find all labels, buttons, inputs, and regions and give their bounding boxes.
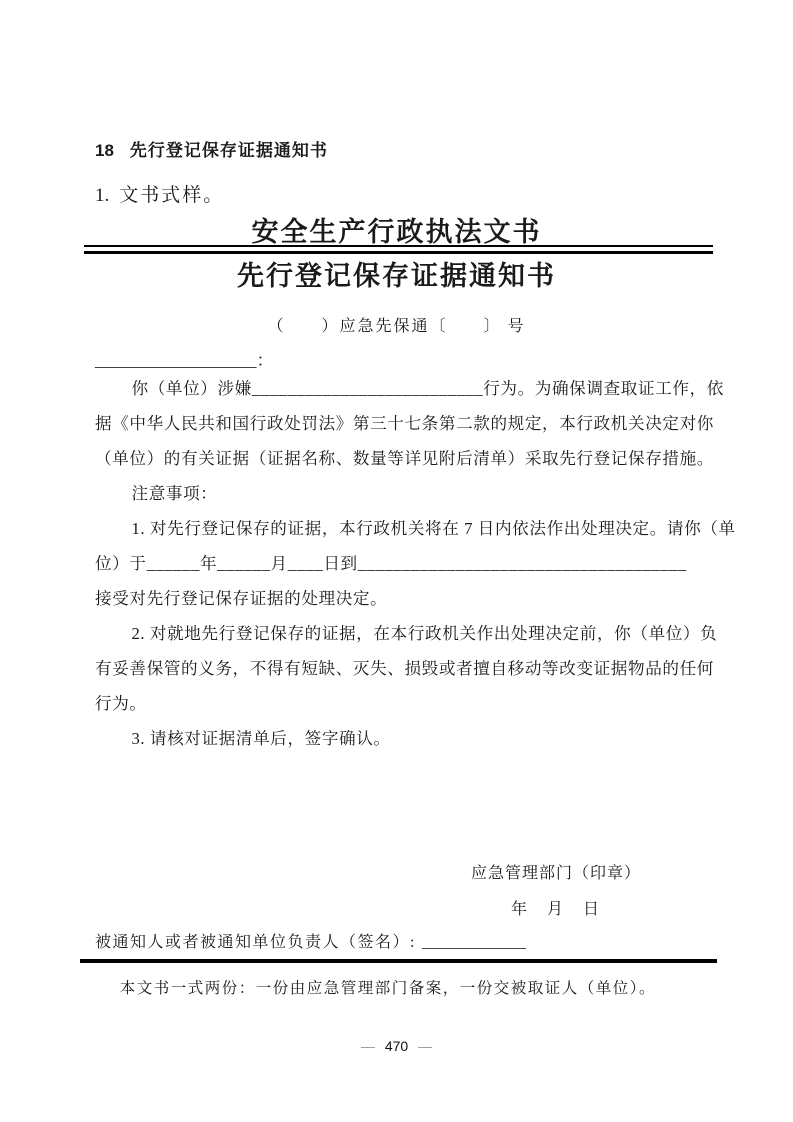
date-line: 年 月 日 <box>510 901 601 918</box>
signature-block <box>471 860 641 919</box>
section-heading <box>95 136 328 161</box>
body-line-notes-label: 注意事项： <box>131 484 218 503</box>
reference-number-line: （ ）应急先保通〔 〕 号 <box>267 318 526 335</box>
body-line: 行为。 <box>95 694 147 713</box>
body-line: 你（单位）涉嫌__________________________行为。为确保调查取证工作，依 <box>131 379 724 398</box>
recipient-signature-line <box>95 929 526 952</box>
body-line: 有妥善保管的义务，不得有短缺、灭失、损毁或者擅自移动等改变证据物品的任何 <box>95 659 714 678</box>
body-line-item-3: 3. 请核对证据清单后，签字确认。 <box>131 729 391 748</box>
body-line: （单位）的有关证据（证据名称、数量等详见附后清单）采取先行登记保存措施。 <box>95 449 714 468</box>
recipient-signature-blank: _____________ <box>421 934 526 951</box>
document-header-title: 安全生产行政执法文书 <box>251 217 542 247</box>
body-line-item-1: 1. 对先行登记保存的证据，本行政机关将在 7 日内依法作出处理决定。请你（单 <box>131 519 736 538</box>
body-line: 位）于______年______月____日到_____________________________________ <box>95 554 687 573</box>
page-number-dash-left: — <box>360 1038 375 1054</box>
section-number: 18 <box>95 141 114 160</box>
body-line: 接受对先行登记保存证据的处理决定。 <box>95 589 388 608</box>
page-number-dash-right: — <box>418 1038 433 1054</box>
subsection-heading <box>95 180 224 207</box>
page-number-value: 470 <box>384 1038 409 1054</box>
copies-footnote: 本文书一式两份：一份由应急管理部门备案，一份交被取证人（单位）。 <box>119 980 657 997</box>
subsection-label: 文书式样。 <box>119 185 225 206</box>
subsection-number: 1. <box>95 185 110 206</box>
page-number <box>0 1038 793 1054</box>
issuing-authority-seal-line: 应急管理部门（印章） <box>470 865 641 882</box>
body-line-item-2: 2. 对就地先行登记保存的证据，在本行政机关作出处理决定前，你（单位）负 <box>131 624 718 643</box>
double-rule-divider <box>84 245 713 254</box>
body-line: 据《中华人民共和国行政处罚法》第三十七条第二款的规定，本行政机关决定对你 <box>95 414 714 433</box>
document-body <box>95 371 736 756</box>
addressee-blank-line: ___________________： <box>95 351 274 370</box>
section-title: 先行登记保存证据通知书 <box>129 141 328 160</box>
document-main-title: 先行登记保存证据通知书 <box>237 261 556 291</box>
thick-rule-divider <box>80 959 717 963</box>
recipient-signature-label: 被通知人或者被通知单位负责人（签名）: <box>95 934 416 951</box>
